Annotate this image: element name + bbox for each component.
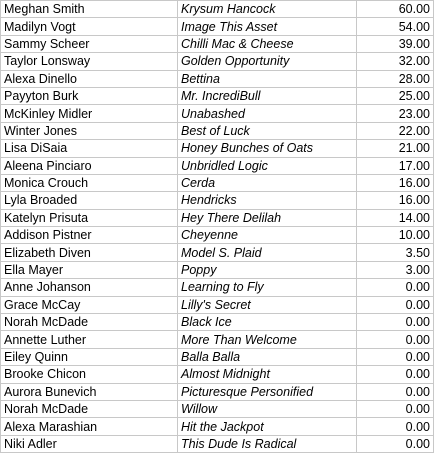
- table-row: [1, 140, 434, 157]
- rider-name-cell[interactable]: Katelyn Prisuta: [1, 209, 178, 226]
- rider-name-cell[interactable]: Meghan Smith: [1, 1, 178, 18]
- table-row: [1, 122, 434, 139]
- rider-name-cell[interactable]: Brooke Chicon: [1, 366, 178, 383]
- table-row: [1, 279, 434, 296]
- horse-name-cell[interactable]: Krysum Hancock: [178, 1, 357, 18]
- rider-name-cell[interactable]: Ella Mayer: [1, 261, 178, 278]
- table-row: [1, 314, 434, 331]
- rider-name-cell[interactable]: Niki Adler: [1, 435, 178, 452]
- table-body: [1, 1, 434, 453]
- amount-cell[interactable]: 0.00: [357, 296, 434, 313]
- amount-cell[interactable]: 17.00: [357, 157, 434, 174]
- rider-name-cell[interactable]: Taylor Lonsway: [1, 53, 178, 70]
- table-row: [1, 53, 434, 70]
- amount-cell[interactable]: 16.00: [357, 192, 434, 209]
- table-row: [1, 192, 434, 209]
- table-row: [1, 331, 434, 348]
- rider-name-cell[interactable]: Addison Pistner: [1, 227, 178, 244]
- rider-name-cell[interactable]: Grace McCay: [1, 296, 178, 313]
- amount-cell[interactable]: 21.00: [357, 140, 434, 157]
- table-row: [1, 70, 434, 87]
- amount-cell[interactable]: 0.00: [357, 314, 434, 331]
- amount-cell[interactable]: 23.00: [357, 105, 434, 122]
- horse-name-cell[interactable]: Balla Balla: [178, 348, 357, 365]
- table-row: [1, 244, 434, 261]
- table-row: [1, 383, 434, 400]
- rider-name-cell[interactable]: Aleena Pinciaro: [1, 157, 178, 174]
- rider-name-cell[interactable]: Alexa Marashian: [1, 418, 178, 435]
- horse-name-cell[interactable]: Hit the Jackpot: [178, 418, 357, 435]
- table-row: [1, 227, 434, 244]
- table-row: [1, 35, 434, 52]
- amount-cell[interactable]: 0.00: [357, 435, 434, 452]
- rider-name-cell[interactable]: Norah McDade: [1, 400, 178, 417]
- amount-cell[interactable]: 16.00: [357, 174, 434, 191]
- rider-name-cell[interactable]: Aurora Bunevich: [1, 383, 178, 400]
- rider-name-cell[interactable]: Elizabeth Diven: [1, 244, 178, 261]
- rider-name-cell[interactable]: Payyton Burk: [1, 87, 178, 104]
- amount-cell[interactable]: 0.00: [357, 383, 434, 400]
- horse-name-cell[interactable]: Bettina: [178, 70, 357, 87]
- horse-name-cell[interactable]: Hendricks: [178, 192, 357, 209]
- rider-name-cell[interactable]: Sammy Scheer: [1, 35, 178, 52]
- amount-cell[interactable]: 0.00: [357, 348, 434, 365]
- table-row: [1, 418, 434, 435]
- amount-cell[interactable]: 28.00: [357, 70, 434, 87]
- table-row: [1, 261, 434, 278]
- rider-name-cell[interactable]: Madilyn Vogt: [1, 18, 178, 35]
- horse-name-cell[interactable]: Chilli Mac & Cheese: [178, 35, 357, 52]
- horse-name-cell[interactable]: Golden Opportunity: [178, 53, 357, 70]
- rider-name-cell[interactable]: Eiley Quinn: [1, 348, 178, 365]
- horse-name-cell[interactable]: Picturesque Personified: [178, 383, 357, 400]
- rider-name-cell[interactable]: Norah McDade: [1, 314, 178, 331]
- horse-name-cell[interactable]: Mr. IncrediBull: [178, 87, 357, 104]
- amount-cell[interactable]: 39.00: [357, 35, 434, 52]
- horse-name-cell[interactable]: Willow: [178, 400, 357, 417]
- amount-cell[interactable]: 54.00: [357, 18, 434, 35]
- table-row: [1, 348, 434, 365]
- rider-name-cell[interactable]: Alexa Dinello: [1, 70, 178, 87]
- horse-name-cell[interactable]: More Than Welcome: [178, 331, 357, 348]
- rider-name-cell[interactable]: Lisa DiSaia: [1, 140, 178, 157]
- table-row: [1, 366, 434, 383]
- table-row: [1, 157, 434, 174]
- horse-name-cell[interactable]: Best of Luck: [178, 122, 357, 139]
- horse-name-cell[interactable]: Model S. Plaid: [178, 244, 357, 261]
- table-row: [1, 209, 434, 226]
- horse-name-cell[interactable]: Cheyenne: [178, 227, 357, 244]
- horse-name-cell[interactable]: Honey Bunches of Oats: [178, 140, 357, 157]
- rider-name-cell[interactable]: Lyla Broaded: [1, 192, 178, 209]
- amount-cell[interactable]: 0.00: [357, 418, 434, 435]
- horse-name-cell[interactable]: Unabashed: [178, 105, 357, 122]
- rider-name-cell[interactable]: Monica Crouch: [1, 174, 178, 191]
- horse-name-cell[interactable]: Lilly's Secret: [178, 296, 357, 313]
- horse-name-cell[interactable]: Black Ice: [178, 314, 357, 331]
- amount-cell[interactable]: 14.00: [357, 209, 434, 226]
- table-row: [1, 1, 434, 18]
- amount-cell[interactable]: 22.00: [357, 122, 434, 139]
- horse-name-cell[interactable]: Poppy: [178, 261, 357, 278]
- table-row: [1, 105, 434, 122]
- table-row: [1, 87, 434, 104]
- horse-name-cell[interactable]: This Dude Is Radical: [178, 435, 357, 452]
- amount-cell[interactable]: 25.00: [357, 87, 434, 104]
- amount-cell[interactable]: 60.00: [357, 1, 434, 18]
- amount-cell[interactable]: 3.00: [357, 261, 434, 278]
- table-row: [1, 400, 434, 417]
- table-row: [1, 18, 434, 35]
- amount-cell[interactable]: 0.00: [357, 366, 434, 383]
- amount-cell[interactable]: 0.00: [357, 331, 434, 348]
- table-row: [1, 174, 434, 191]
- rider-name-cell[interactable]: McKinley Midler: [1, 105, 178, 122]
- amount-cell[interactable]: 32.00: [357, 53, 434, 70]
- table-row: [1, 435, 434, 452]
- horse-name-cell[interactable]: Unbridled Logic: [178, 157, 357, 174]
- amount-cell[interactable]: 3.50: [357, 244, 434, 261]
- amount-cell[interactable]: 0.00: [357, 400, 434, 417]
- rider-name-cell[interactable]: Anne Johanson: [1, 279, 178, 296]
- horse-name-cell[interactable]: Cerda: [178, 174, 357, 191]
- horse-name-cell[interactable]: Learning to Fly: [178, 279, 357, 296]
- amount-cell[interactable]: 0.00: [357, 279, 434, 296]
- horse-name-cell[interactable]: Almost Midnight: [178, 366, 357, 383]
- rider-name-cell[interactable]: Annette Luther: [1, 331, 178, 348]
- table-row: [1, 296, 434, 313]
- amount-cell[interactable]: 10.00: [357, 227, 434, 244]
- horse-name-cell[interactable]: Hey There Delilah: [178, 209, 357, 226]
- rider-name-cell[interactable]: Winter Jones: [1, 122, 178, 139]
- horse-name-cell[interactable]: Image This Asset: [178, 18, 357, 35]
